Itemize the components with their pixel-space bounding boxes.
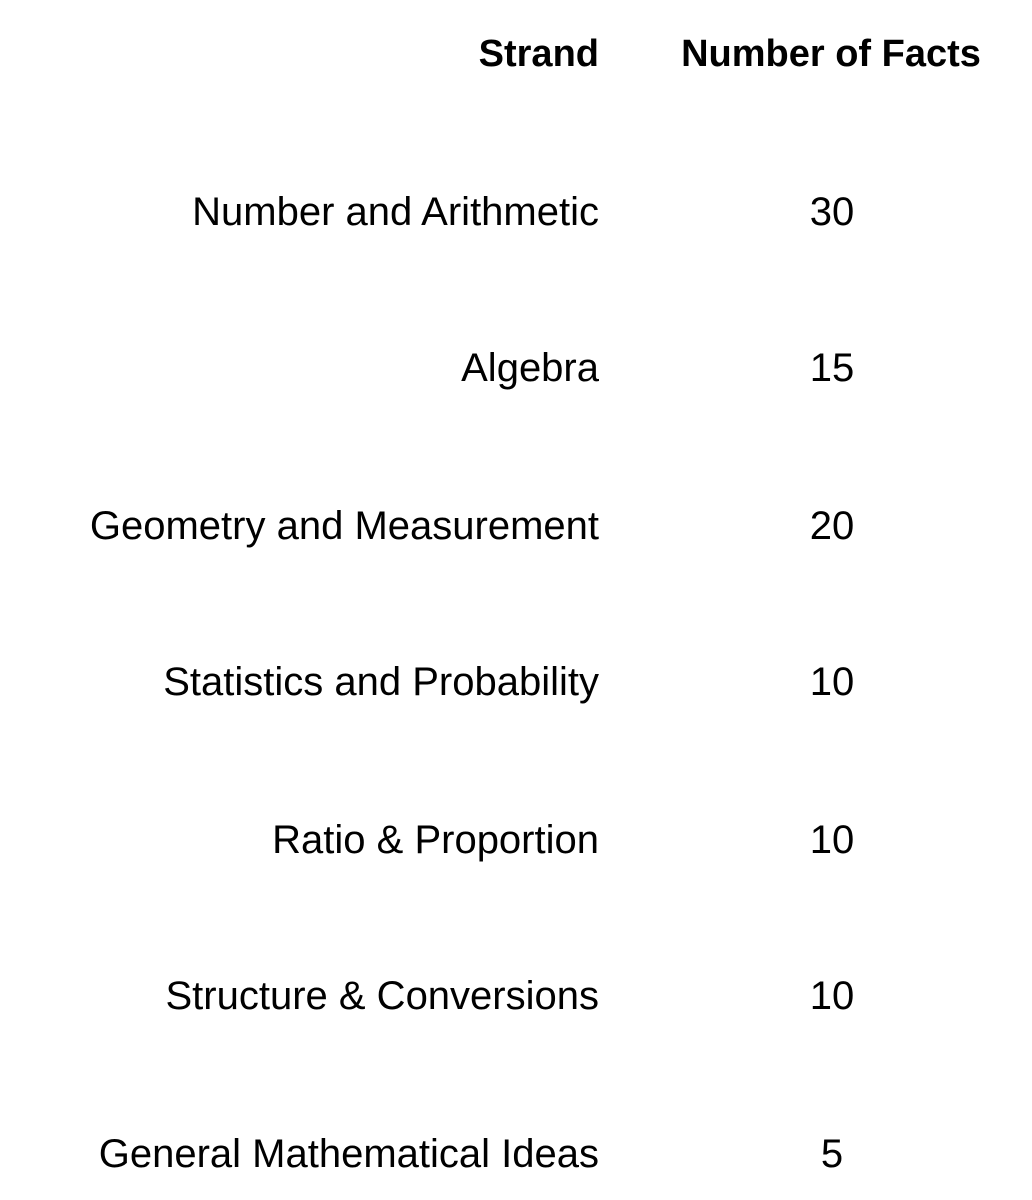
column-header-number-of-facts: Number of Facts [681,33,981,75]
row-strand: Algebra [461,346,599,390]
row-strand: General Mathematical Ideas [98,1132,599,1176]
row-facts: 10 [809,974,855,1018]
row-facts: 15 [809,346,855,390]
row-strand: Structure & Conversions [165,974,599,1018]
row-facts: 5 [820,1132,844,1176]
row-strand: Ratio & Proportion [272,818,599,862]
row-facts: 10 [809,660,855,704]
column-header-strand: Strand [478,33,599,75]
row-strand: Number and Arithmetic [192,190,599,234]
row-strand: Geometry and Measurement [89,504,599,548]
row-facts: 20 [809,504,855,548]
row-strand: Statistics and Probability [163,660,599,704]
row-facts: 10 [809,818,855,862]
row-facts: 30 [809,190,855,234]
